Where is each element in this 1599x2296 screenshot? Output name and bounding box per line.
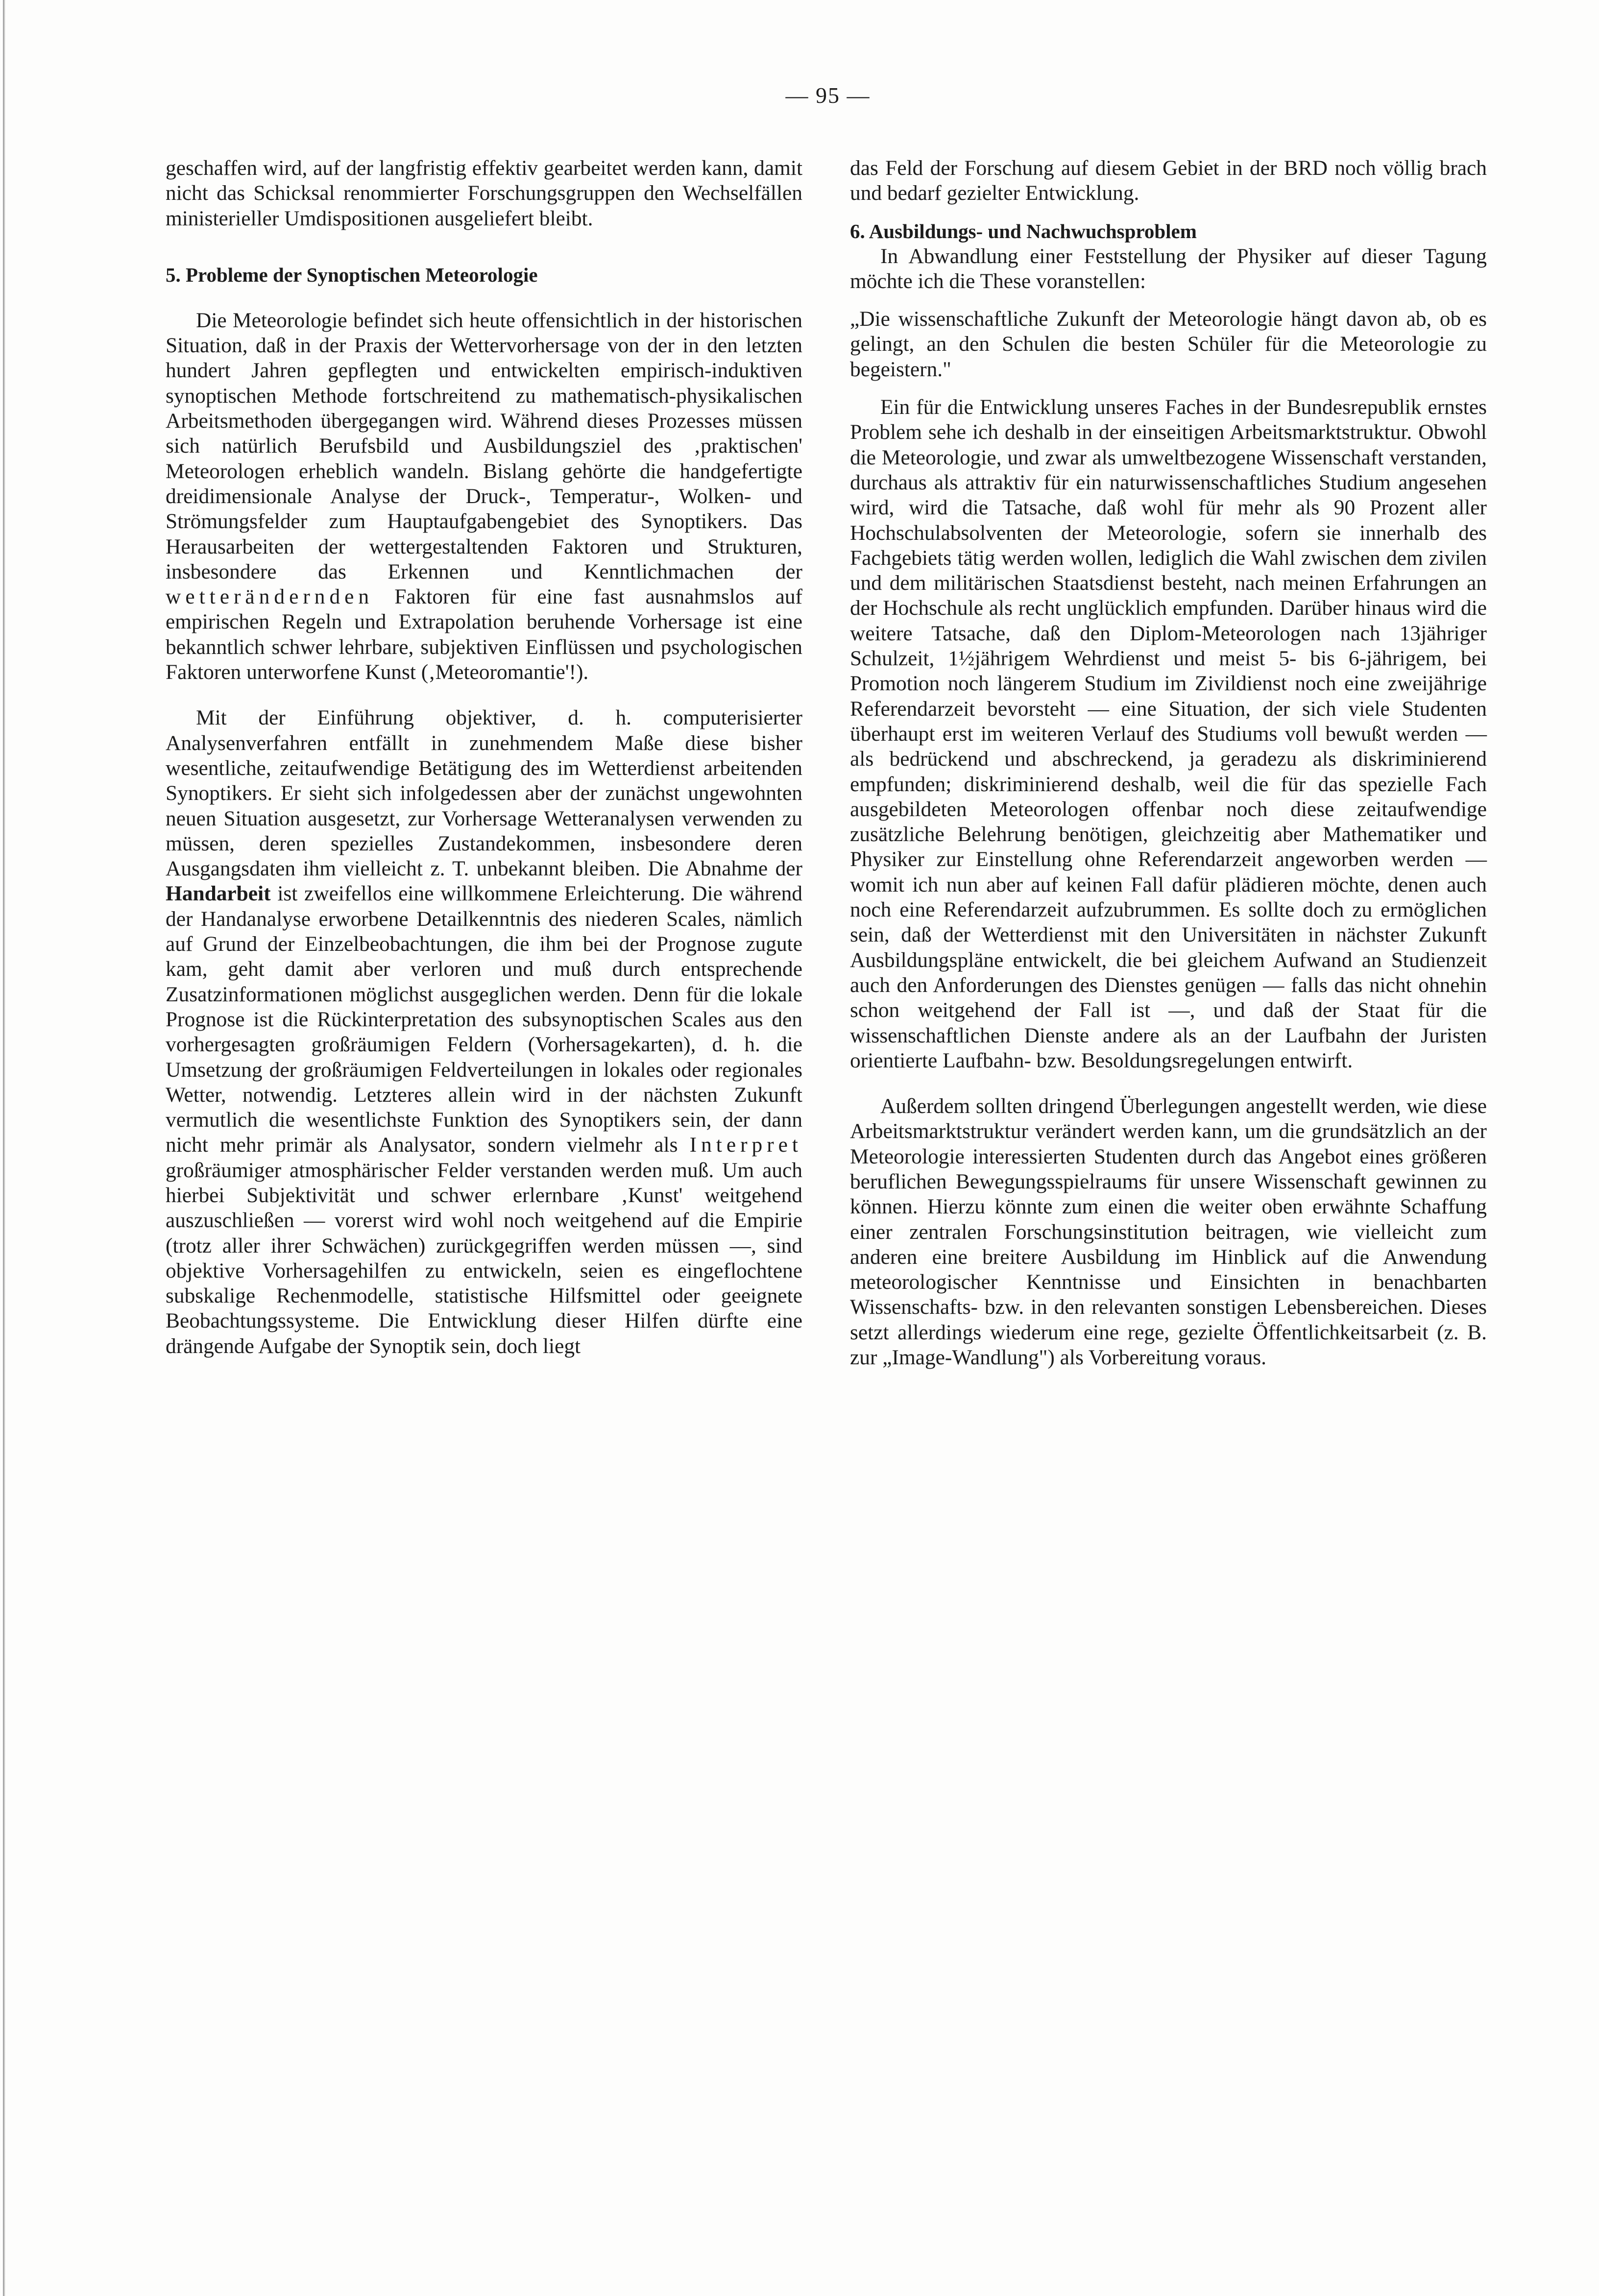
scan-edge-shadow (3, 0, 5, 2296)
spaced-emphasis: wetterändernden (166, 585, 374, 609)
paragraph-intro: In Abwandlung einer Feststellung der Physiker auf dieser Tagung möchte ich die These voranstellen: (850, 244, 1487, 293)
paragraph-synoptic-2 (166, 705, 802, 1359)
page-number: — 95 — (785, 83, 871, 108)
left-column (166, 156, 802, 1359)
text-run: Faktoren für eine fast ausnahmslos auf empirischen Regeln und Extrapolation beruhende Vorhersage ist eine bekanntlich schwer lehrbare, subjektiven Einflüssen und psychologischen Faktoren unterworfene Kunst (‚Meteoromantie'!). (166, 585, 802, 684)
paragraph-recommendations: Außerdem sollten dringend Überlegungen angestellt werden, wie diese Arbeitsmarktstruktur verändert werden kann, um die grundsätzlich an der Meteorologie interessierten Studenten durch das Angebot eines größeren beruflichen Bewegungsspielraums für unsere Wissenschaft gewinnen zu können. Hierzu könnte zum einen die weiter oben erwähnte Schaffung einer zentralen Forschungsinstitution beitragen, wie vielleicht zum anderen eine breitere Ausbildung im Hinblick auf die Anwendung meteorologischer Kenntnisse und Einsichten in benachbarten Wissenschafts- bzw. in den relevanten sonstigen Lebensbereichen. Dieses setzt allerdings wiederum eine rege, gezielte Öffentlichkeitsarbeit (z. B. zur „Image-Wandlung") als Vorbereitung voraus. (850, 1094, 1487, 1370)
text-run: Mit der Einführung objektiver, d. h. computerisierter Analysenverfahren entfällt in zunehmendem Maße diese bisher wesentliche, zeitaufwendige Betätigung des im Wetterdienst arbeitenden Synoptikers. Er sieht sich infolgedessen aber der zunächst ungewohnten neuen Situation ausgesetzt, zur Vorhersage Wetteranalysen verwenden zu müssen, deren spezielles Zustandekommen, insbesondere deren Ausgangsdaten ihm vielleicht z. T. unbekannt bleiben. Die Abnahme der (166, 706, 802, 881)
paragraph-synoptic-1 (166, 308, 802, 685)
text-run: großräumiger atmosphärischer Felder verstanden werden muß. Um auch hierbei Subjektivität und schwer erlernbare ‚Kunst' weitgehend auszuschließen — vorerst wird wohl noch weitgehend auf die Empirie (trotz aller ihrer Schwächen) zurückgegriffen werden müssen —, sind objektive Vorhersagehilfen zu entwickeln, seien es eingeflochtene subskalige Rechenmodelle, statistische Hilfsmittel oder geeignete Beobachtungssysteme. Die Entwicklung dieser Hilfen dürfte eine drängende Aufgabe der Synoptik sein, doch liegt (166, 1158, 802, 1358)
text-run: ist zweifellos eine willkommene Erleichterung. Die während der Handanalyse erworbene Detailkenntnis des niederen Scales, nämlich auf Grund der Einzelbeobachtungen, die ihm bei der Prognose zugute kam, geht damit aber verloren und muß durch entsprechende Zusatzinformationen möglichst ausgeglichen werden. Denn für die lokale Prognose ist die Rückinterpretation des subsynoptischen Scales aus den vorhergesagten großräumigen Feldern (Vorhersagekarten), d. h. die Umsetzung der großräumigen Feldverteilungen in lokales oder regionales Wetter, notwendig. Letzteres allein wird in der nächsten Zukunft vermutlich die wesentlichste Funktion des Synoptikers sein, der dann nicht mehr primär als Analysator, sondern vielmehr als (166, 882, 802, 1157)
text-run: Die Meteorologie befindet sich heute offensichtlich in der historischen Situation, daß in der Praxis der Wettervorhersage von der in den letzten hundert Jahren gepflegten und entwickelten empirisch-induktiven synoptischen Methode fortschreitend zu mathematisch-physikalischen Arbeitsmethoden übergegangen wird. Während dieses Prozesses müssen sich natürlich Berufsbild und Ausbildungsziel des ‚praktischen' Meteorologen erheblich wandeln. Bislang gehörte die handgefertigte dreidimensionale Analyse der Druck-, Temperatur-, Wolken- und Strömungsfelder zum Hauptaufgabengebiet des Synoptikers. Das Herausarbeiten der wettergestaltenden Faktoren und Strukturen, insbesondere das Erkennen und Kenntlichmachen der (166, 308, 802, 583)
spaced-emphasis: Interpret (689, 1133, 802, 1157)
paragraph-continued: das Feld der Forschung auf diesem Gebiet in der BRD noch völlig brach und bedarf gezielter Entwicklung. (850, 156, 1487, 205)
bold-emphasis: Handarbeit (166, 882, 271, 906)
right-column (850, 156, 1487, 1370)
paragraph-labor-market: Ein für die Entwicklung unseres Faches in der Bundesrepublik ernstes Problem sehe ich deshalb in der einseitigen Arbeitsmarktstruktur. Obwohl die Meteorologie, und zwar als umweltbezogene Wissenschaft verstanden, durchaus als attraktiv für ein naturwissenschaftliches Studium angesehen wird, wird die Tatsache, daß wohl für mehr als 90 Prozent aller Hochschulabsolventen der Meteorologie, sofern sie innerhalb des Fachgebiets tätig werden wollen, lediglich die Wahl zwischen dem zivilen und dem militärischen Staatsdienst besteht, nach meinen Erfahrungen an der Hochschule als recht unglücklich empfunden. Darüber hinaus wird die weitere Tatsache, daß den Diplom-Meteorologen nach 13jähriger Schulzeit, 1½jährigem Wehrdienst und meist 5- bis 6-jährigem, bei Promotion noch längerem Studium im Zivildienst noch eine zweijährige Referendarzeit bevorsteht — eine Situation, der sich viele Studenten überhaupt erst im weiteren Verlauf des Studiums voll bewußt werden — als bedrückend und abschreckend, ja geradezu als diskriminierend empfunden; diskriminierend deshalb, weil die für das spezielle Fach ausgebildeten Meteorologen offenbar noch diese zeitaufwendige zusätzliche Belehrung benötigen, gleichzeitig aber Mathematiker und Physiker zur Einstellung ohne Referendarzeit angeworben werden — womit ich nun aber auf keinen Fall dafür plädieren möchte, denen auch noch eine Referendarzeit aufzubrummen. Es sollte doch zu ermöglichen sein, daß der Wetterdienst mit den Universitäten in nächster Zukunft Ausbildungspläne entwickelt, die bei gleichem Aufwand an Studienzeit auch den Anforderungen des Dienstes genügen — falls das nicht ohnehin schon weitgehend der Fall ist —, und daß der Staat für die wissenschaftlichen Dienste andere als an der Laufbahn der Juristen orientierte Laufbahn- bzw. Besoldungsregelungen entwirft. (850, 395, 1487, 1072)
section-heading-5: 5. Probleme der Synoptischen Meteorologie (166, 263, 538, 286)
paragraph-continued: geschaffen wird, auf der langfristig effektiv gearbeitet werden kann, damit nicht das Schicksal renommierter Forschungsgruppen den Wechselfällen ministerieller Umdispositionen ausgeliefert bleibt. (166, 156, 802, 230)
thesis-quote: „Die wissenschaftliche Zukunft der Meteorologie hängt davon ab, ob es gelingt, an den Schulen die besten Schüler für die Meteorologie zu begeistern." (850, 307, 1487, 381)
section-heading-6: 6. Ausbildungs- und Nachwuchsproblem (850, 219, 1197, 242)
